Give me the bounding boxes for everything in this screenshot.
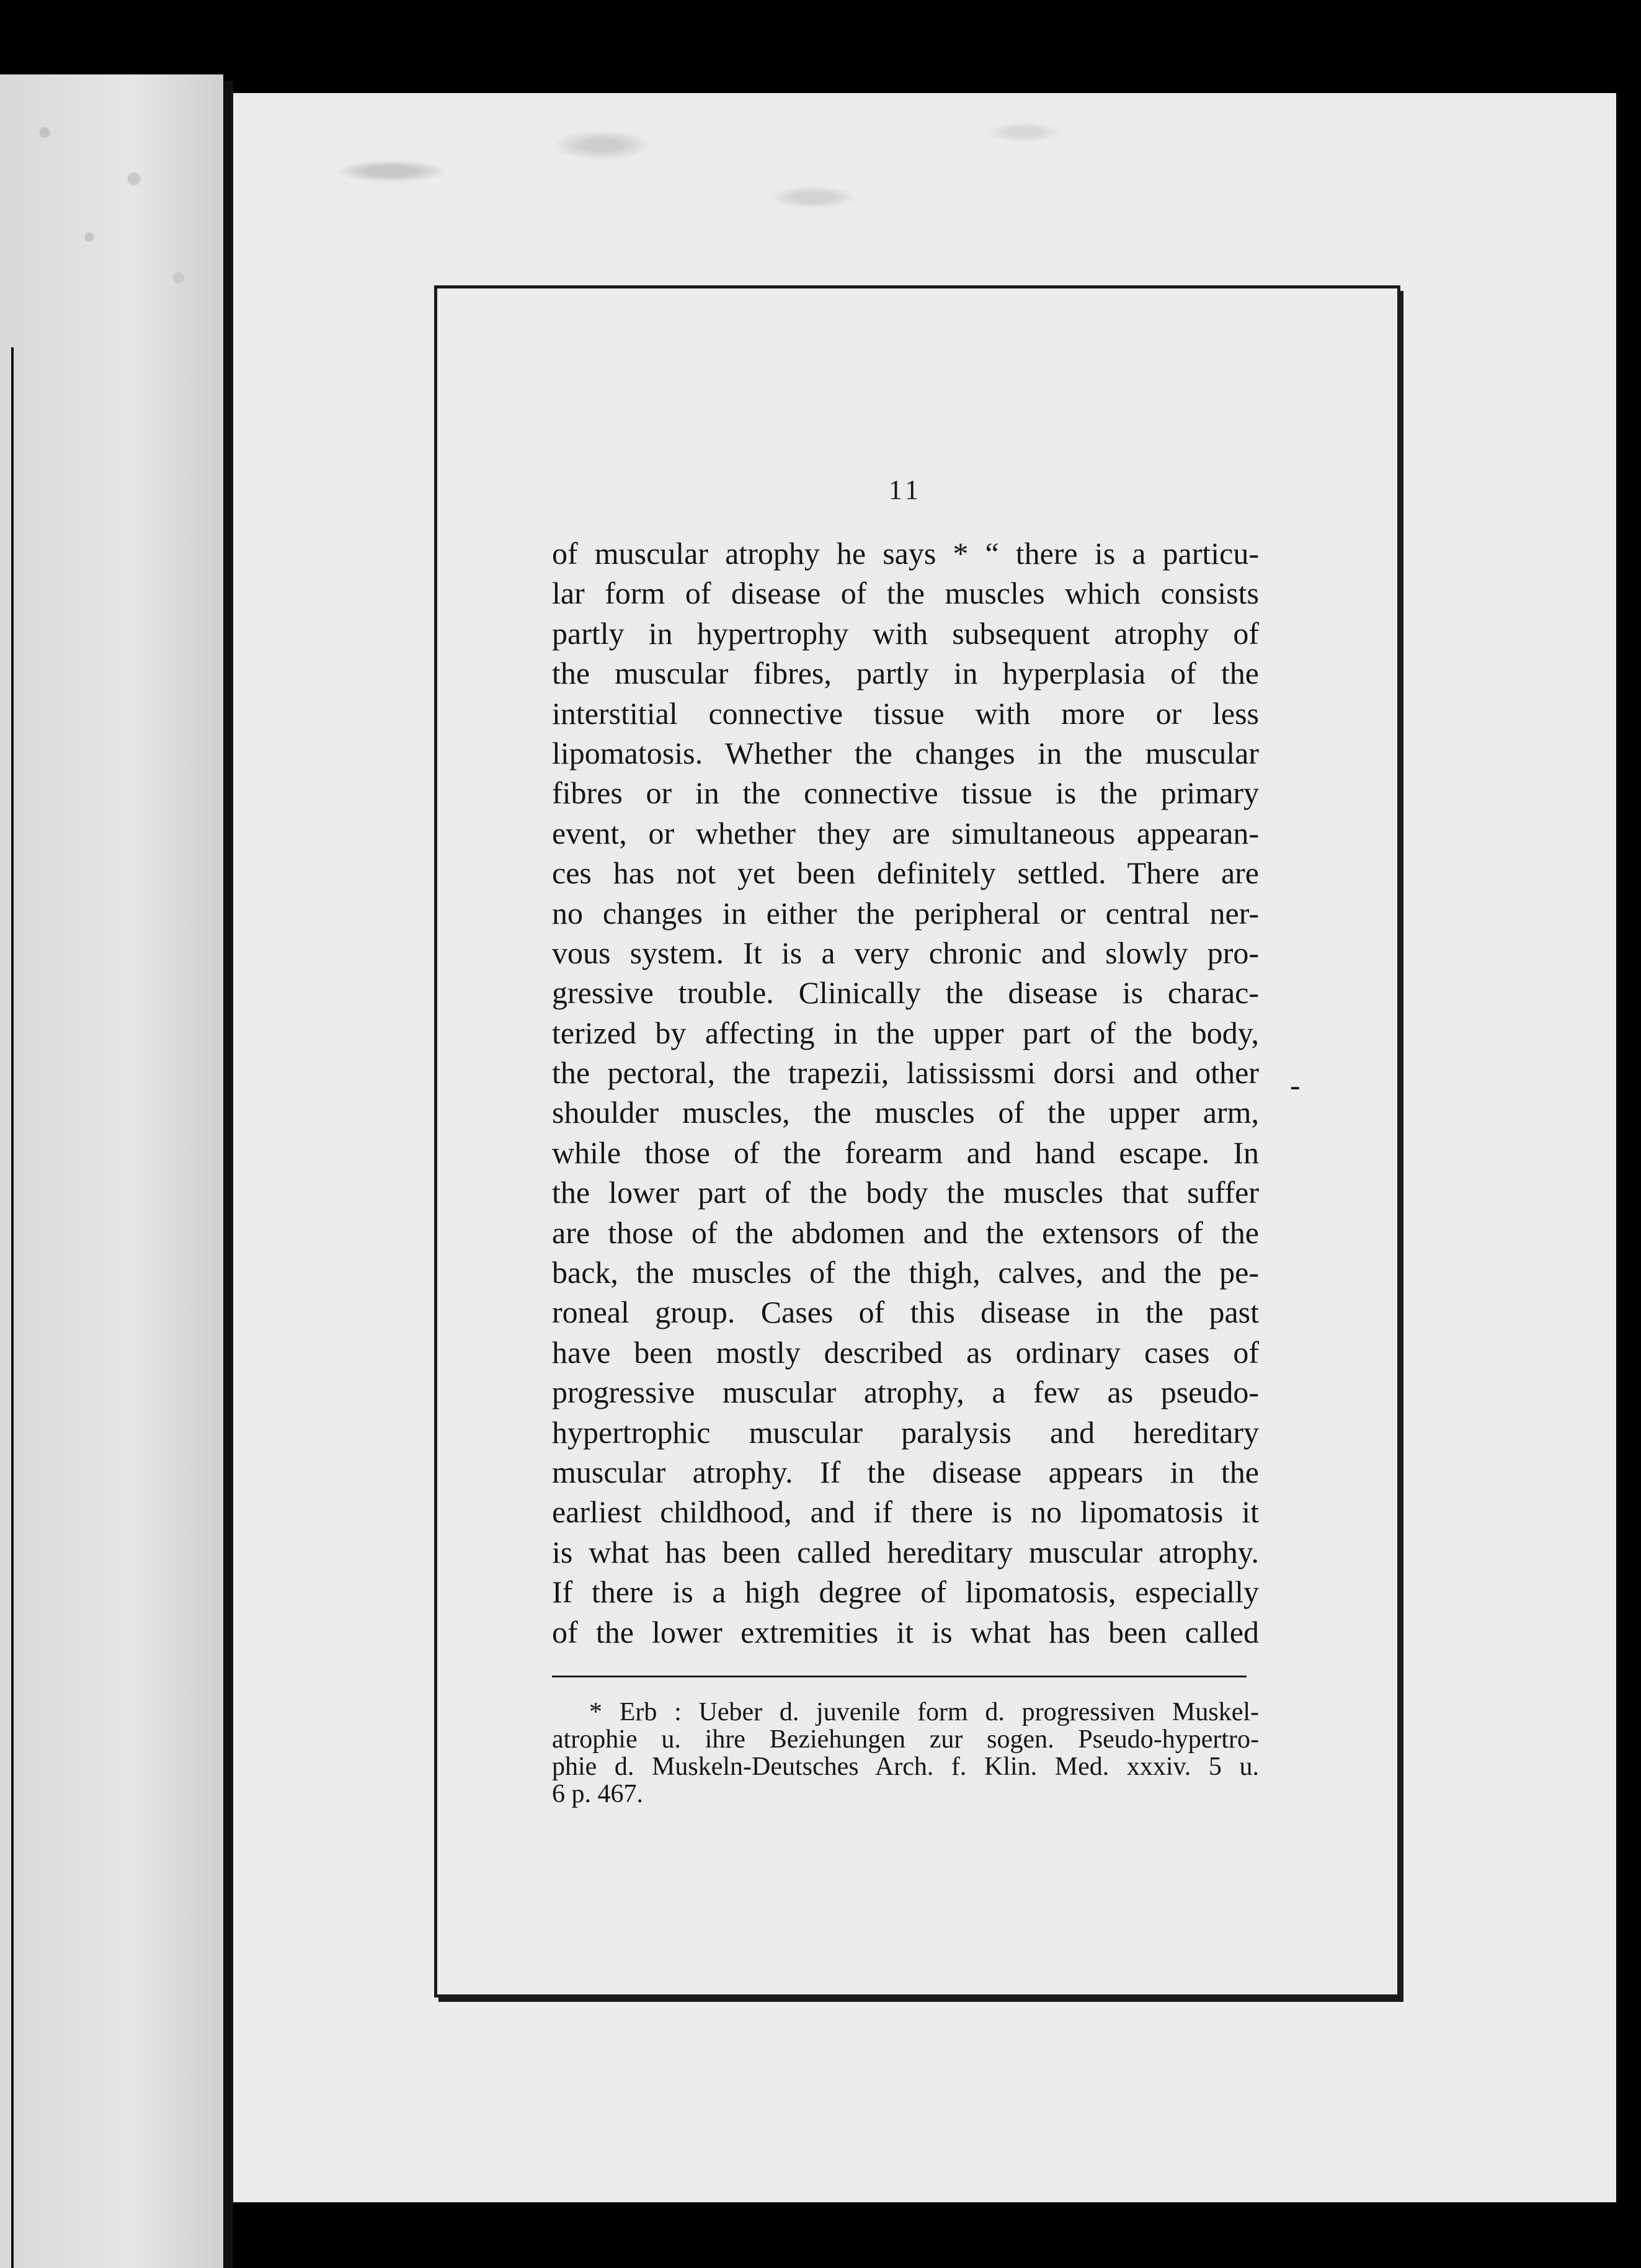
- text-line: of muscular atrophy he says * “ there is a particu-: [552, 536, 1259, 571]
- text-line: is what has been called hereditary muscular atrophy.: [552, 1534, 1259, 1569]
- facing-page-edge: [0, 74, 223, 2268]
- text-line: terized by affecting in the upper part of the body,: [552, 1015, 1259, 1050]
- text-line: ces has not yet been definitely settled. There are: [552, 855, 1259, 891]
- text-line: of the lower extremities it is what has been called: [552, 1614, 1259, 1650]
- text-line: hypertrophic muscular paralysis and hereditary: [552, 1414, 1259, 1450]
- text-line: fibres or in the connective tissue is the primary: [552, 775, 1259, 811]
- page-content: [552, 471, 1259, 1808]
- text-line: the lower part of the body the muscles that suffer: [552, 1175, 1259, 1210]
- text-line: vous system. It is a very chronic and slowly pro-: [552, 935, 1259, 970]
- footnote-line: phie d. Muskeln-Deutsches Arch. f. Klin. Med. xxxiv. 5 u.: [552, 1752, 1259, 1781]
- text-line: lar form of disease of the muscles which consists: [552, 576, 1259, 611]
- text-line: event, or whether they are simultaneous appearan-: [552, 815, 1259, 850]
- text-line: interstitial connective tissue with more or less: [552, 695, 1259, 731]
- footnote-line: * Erb : Ueber d. juvenile form d. progressiven Muskel-: [589, 1697, 1259, 1726]
- text-line: lipomatosis. Whether the changes in the muscular: [552, 735, 1259, 770]
- text-line: the pectoral, the trapezii, latississmi dorsi and other: [552, 1055, 1259, 1091]
- margin-hyphen-mark: -: [1290, 1068, 1301, 1102]
- body-text: [552, 534, 1259, 1652]
- scan-border-right: [1616, 93, 1641, 2268]
- footnote-rule: [552, 1676, 1247, 1677]
- text-line: have been mostly described as ordinary cases of: [552, 1334, 1259, 1370]
- facing-page-border: [11, 347, 14, 2268]
- text-line: roneal group. Cases of this disease in the past: [552, 1295, 1259, 1330]
- footnote-line: 6 p. 467.: [552, 1779, 643, 1808]
- book-gutter: [223, 81, 233, 2268]
- footnote-line: atrophie u. ihre Beziehungen zur sogen. Pseudo-hypertro-: [552, 1725, 1259, 1754]
- text-line: shoulder muscles, the muscles of the upper arm,: [552, 1095, 1259, 1130]
- text-line: back, the muscles of the thigh, calves, and the pe-: [552, 1255, 1259, 1290]
- text-line: the muscular fibres, partly in hyperplasia of the: [552, 656, 1259, 691]
- text-line: gressive trouble. Clinically the disease is charac-: [552, 975, 1259, 1011]
- foxing-stains: [0, 74, 223, 655]
- text-line: If there is a high degree of lipomatosis, especially: [552, 1574, 1259, 1610]
- scan-border-bottom: [233, 2202, 1641, 2268]
- text-line: are those of the abdomen and the extensors of the: [552, 1215, 1259, 1250]
- footnote: [552, 1699, 1259, 1808]
- text-line: no changes in either the peripheral or central ner-: [552, 895, 1259, 931]
- page-number: 11: [888, 475, 923, 505]
- text-line: progressive muscular atrophy, a few as pseudo-: [552, 1375, 1259, 1410]
- text-line: earliest childhood, and if there is no lipomatosis it: [552, 1494, 1259, 1530]
- text-line: partly in hypertrophy with subsequent atrophy of: [552, 615, 1259, 651]
- text-line: while those of the forearm and hand escape. In: [552, 1135, 1259, 1170]
- text-line: muscular atrophy. If the disease appears in the: [552, 1454, 1259, 1489]
